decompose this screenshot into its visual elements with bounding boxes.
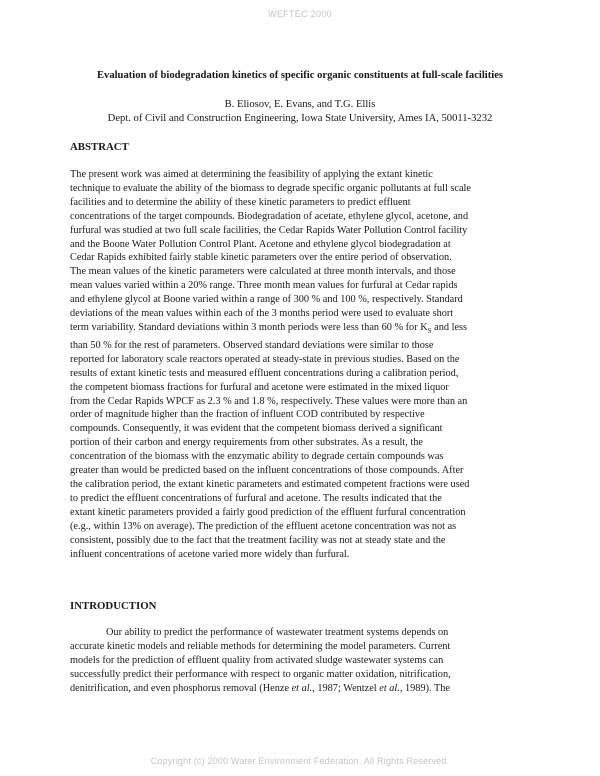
copyright-footer: Copyright (c) 2000 Water Environment Federation. All Rights Reserved. (150, 756, 450, 766)
et-al: et al. (291, 682, 313, 694)
abstract-line: facilities and to determine the ability of these kinetic parameters to predict effluent (70, 196, 411, 208)
intro-line: Our ability to predict the performance of wastewater treatment systems depends on (106, 627, 449, 638)
paper-title: Evaluation of biodegradation kinetics of specific organic constituents at full-scale facilities (96, 70, 504, 81)
abstract-line: than 50 % for the rest of parameters. Observed standard deviations were similar to those (70, 339, 434, 351)
abstract-line: concentration of the biomass with the enzymatic ability to degrade certain compounds was (70, 451, 444, 463)
abstract-line: The mean values of the kinetic parameters were calculated at three month intervals, and those (70, 266, 456, 278)
abstract-line-tail: and less (431, 321, 468, 333)
paper-affiliation: Dept. of Civil and Construction Engineering, Iowa State University, Ames IA, 50011-3232 (107, 113, 493, 124)
abstract-line: Cedar Rapids exhibited fairly stable kinetic parameters over the entire period of observation. (70, 252, 452, 264)
intro-text: , 1987; Wentzel (312, 682, 380, 694)
conference-header: WEFTEC 2000 (268, 9, 332, 19)
abstract-line-text: term variability. Standard deviations within 3 month periods were less than 60 % for K (70, 321, 428, 333)
abstract-line: furfural was studied at two full scale facilities, the Cedar Rapids Water Pollution Control facility (70, 224, 468, 236)
abstract-line: reported for laboratory scale reactors operated at steady-state in previous studies. Based on the (70, 353, 460, 365)
intro-line: models for the prediction of effluent quality from activated sludge wastewater systems can (70, 654, 444, 666)
abstract-line: from the Cedar Rapids WPCF as 2.3 % and 1.8 %, respectively. These values were more than an (70, 395, 468, 407)
abstract-line: mean values varied within a 20% range. Three month mean values for furfural at Cedar rapids (70, 280, 458, 292)
abstract-line: extant kinetic parameters provided a fairly good prediction of the effluent furfural concentration (70, 506, 466, 518)
paper-authors: B. Eliosov, E. Evans, and T.G. Ellis (224, 99, 376, 110)
abstract-line: technique to evaluate the ability of the biomass to degrade specific organic pollutants at full scale (70, 182, 471, 194)
abstract-line: influent concentrations of acetone varied more widely than furfural. (70, 548, 350, 560)
abstract-heading: ABSTRACT (70, 141, 129, 153)
abstract-line: to predict the effluent concentrations of furfural and acetone. The results indicated that the (70, 492, 442, 504)
abstract-line-ks (70, 321, 532, 339)
abstract-line: (e.g., within 13% on average). The prediction of the effluent acetone concentration was not as (70, 520, 457, 532)
et-al: et al., (379, 682, 403, 694)
abstract-line: order of magnitude higher than the fraction of influent COD contributed by respective (70, 409, 425, 421)
abstract-line: portion of their carbon and energy requirements from other substrates. As a result, the (70, 437, 423, 449)
abstract-line: greater than would be predicted based on the influent concentrations of those compounds. After (70, 465, 464, 477)
abstract-line: consistent, possibly due to the fact that the treatment facility was not at steady state and the (70, 534, 446, 546)
abstract-line: results of extant kinetic tests and measured effluent concentrations during a calibration period, (70, 367, 459, 379)
abstract-line: The present work was aimed at determining the feasibility of applying the extant kinetic (70, 169, 433, 180)
abstract-line: deviations of the mean values within each of the 3 months period were used to evaluate short (70, 308, 454, 320)
abstract-line: compounds. Consequently, it was evident that the competent biomass derived a significant (70, 423, 443, 435)
intro-line: accurate kinetic models and reliable methods for determining the model parameters. Current (70, 640, 451, 652)
intro-line-citations (70, 682, 532, 696)
abstract-body (70, 168, 532, 561)
abstract-line: the competent biomass fractions for furfural and acetone were estimated in the mixed liquor (70, 381, 449, 393)
intro-text: denitrification, and even phosphorus removal (Henze (70, 682, 292, 694)
introduction-heading: INTRODUCTION (70, 600, 157, 612)
ks-subscript: S (427, 327, 432, 336)
introduction-body (70, 626, 532, 696)
abstract-line: and ethylene glycol at Boone varied within a range of 300 % and 100 %, respectively. Standard (70, 294, 463, 306)
intro-text: 1989). The (402, 682, 450, 694)
intro-line: successfully predict their performance with respect to organic matter oxidation, nitrification, (70, 668, 451, 680)
abstract-line: the calibration period, the extant kinetic parameters and estimated competent fractions were used (70, 478, 470, 490)
abstract-line: and the Boone Water Pollution Control Plant. Acetone and ethylene glycol biodegradation at (70, 238, 451, 250)
abstract-line: concentrations of the target compounds. Biodegradation of acetate, ethylene glycol, acetone, and (70, 210, 469, 222)
